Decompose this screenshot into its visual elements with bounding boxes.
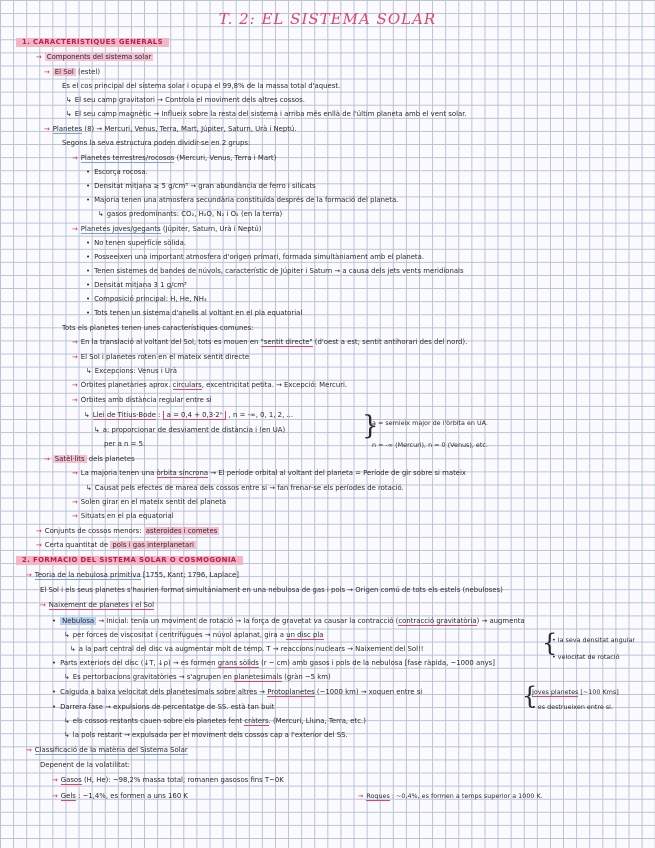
note-line-n3 — [552, 636, 635, 645]
note-line-l25 — [72, 381, 649, 390]
note-line-n7 — [358, 792, 543, 801]
note-text: El Sol i els seus planetes s'haurien format simultàniament en una nebulosa de gas i pols → Origen comú de tots els estels (nebuloses) — [40, 586, 503, 594]
note-text: per forces de viscositat i centrífugues → núvol aplanat, gira a — [72, 631, 287, 639]
note-text: Tots tenen un sistema d'anells al voltant en el pla equatorial — [94, 309, 303, 317]
note-line-l24 — [86, 367, 649, 376]
arrow-icon: → — [72, 498, 78, 506]
note-text: a la part central del disc va augmentar molt de temp. T → reaccions nuclears → Naixement del Sol!! — [78, 645, 424, 653]
note-text: (8) → Mercuri, Venus, Terra, Mart, Júpiter, Saturn, Urà i Neptú. — [82, 125, 297, 133]
bullet-icon: • — [86, 239, 91, 247]
note-text: "sentit directe" — [260, 338, 313, 346]
note-text: Situats en el pla equatorial — [80, 512, 174, 520]
note-text: ↳ — [86, 367, 92, 375]
note-text: ↳ — [64, 717, 70, 725]
note-text: Certa quantitat de — [44, 541, 111, 549]
note-line-l48 — [64, 717, 649, 726]
arrow-icon: → — [36, 53, 42, 61]
note-text: contracció gravitatòria — [398, 617, 477, 625]
note-text: 2. FORMACIÓ DEL SISTEMA SOLAR O COSMOGONIA — [16, 556, 243, 565]
note-line-l18 — [86, 281, 649, 290]
note-text: ↳ — [84, 411, 90, 419]
note-line-l49 — [64, 731, 649, 740]
note-text: Escorça rocosa. — [94, 168, 148, 176]
arrow-icon: → — [44, 68, 50, 76]
note-text: • velocitat de rotació — [552, 653, 620, 661]
note-line-l11 — [86, 182, 649, 191]
note-line-l40 — [40, 601, 649, 610]
note-line-l52 — [52, 776, 649, 785]
note-text: • la seva densitat angular — [552, 636, 636, 644]
note-line-l23 — [72, 353, 649, 362]
note-text: Òrbites planetàries aprox. — [80, 381, 173, 389]
note-line-l21 — [62, 324, 649, 333]
note-text: Gasos — [60, 776, 82, 784]
arrow-icon: → — [36, 541, 42, 549]
note-text: a = 0,4 + 0,3·2ⁿ — [163, 411, 227, 420]
note-text: El Sol — [54, 68, 74, 76]
note-line-l10 — [86, 168, 649, 177]
bullet-icon: • — [52, 659, 57, 667]
note-text: La majoria tenen una — [80, 469, 157, 477]
note-text: El seu camp gravitatori → Controla el moviment dels altres cossos. — [74, 96, 305, 104]
note-line-l7 — [44, 125, 649, 134]
arrow-icon: → — [72, 469, 78, 477]
note-line-l6 — [66, 110, 649, 119]
note-text: Satèl·lits — [54, 455, 85, 463]
note-line-l9 — [72, 154, 649, 163]
arrow-icon: → — [72, 154, 78, 162]
note-text: (gràn ~5 km) — [282, 673, 331, 681]
note-line-l39 — [40, 586, 649, 595]
note-text: ↳ — [66, 110, 72, 118]
note-line-n5 — [532, 688, 619, 697]
note-line-l16 — [86, 253, 649, 262]
note-line-l45 — [64, 673, 649, 682]
note-line-l36 — [36, 541, 649, 550]
page-title: T. 2: EL SISTEMA SOLAR — [218, 10, 437, 28]
note-text: òrbita síncrona — [156, 469, 209, 477]
note-text: ) → augmenta — [476, 617, 525, 625]
bullet-icon: • — [86, 295, 91, 303]
note-line-l51 — [40, 761, 649, 770]
note-text: Composició principal: H, He, NH₃ — [94, 295, 207, 303]
note-text: 1. CARACTERÍSTIQUES GENERALS — [16, 38, 169, 47]
note-text: ↳ — [66, 96, 72, 104]
note-text: asteroides i cometes — [145, 527, 218, 535]
note-text: : ~0,4%, es formen a temps superior a 1000 K. — [389, 792, 543, 800]
note-line-l53 — [52, 792, 649, 801]
note-text: [~100 Kms] — [578, 688, 619, 696]
bullet-icon: • — [52, 688, 57, 696]
note-text: Tenen sistemes de bandes de núvols, característic de Júpiter i Saturn → a causa dels jets vents meridionals — [94, 267, 464, 275]
note-text: Naixement de planetes i el Sol — [48, 601, 154, 609]
note-text: ↳ — [64, 731, 70, 739]
arrow-icon: → — [72, 512, 78, 520]
note-text: circulars — [172, 381, 202, 389]
note-line-l17 — [86, 267, 649, 276]
note-text: (Júpiter, Saturn, Urà i Neptú) — [160, 225, 262, 233]
note-text: Conjunts de cossos menors: — [44, 527, 144, 535]
note-text: → Inicial: tenia un moviment de rotació → la força de gravetat va causar la contracció ( — [96, 617, 399, 625]
note-line-l8 — [62, 139, 649, 148]
note-line-l20 — [86, 309, 649, 318]
note-text: Tots els planetes tenen unes característiques comunes: — [62, 324, 254, 332]
note-line-l3 — [44, 68, 649, 77]
note-line-l32 — [86, 484, 649, 493]
note-text: Nebulosa — [62, 617, 95, 625]
note-text: gasos predominants: CO₂, H₂O, N₂ i O₂ (en la terra) — [106, 210, 283, 218]
brace-nebulosa-effects: { — [542, 629, 558, 657]
note-line-l5 — [66, 96, 649, 105]
note-text: Planetes terrestres/rocosos — [80, 154, 175, 162]
note-text: ↳ — [98, 210, 104, 218]
brace-titius-bode: } — [362, 411, 379, 441]
note-line-l26 — [72, 396, 649, 405]
note-text: Planetes joves/gegants — [80, 225, 161, 233]
note-text: Teoria de la nebulosa primitiva — [34, 571, 141, 579]
note-text: → El període orbital al voltant del planeta = Període de gir sobre si mateix — [208, 469, 467, 477]
note-line-l13 — [98, 210, 649, 219]
arrow-icon: → — [72, 381, 78, 389]
note-text: Excepcions: Venus i Urà — [94, 367, 178, 375]
note-text: : ~1,4%, es formen a uns 160 K — [75, 792, 188, 800]
note-text: El seu camp magnètic → Influeix sobre la resta del sistema i arriba més enllà de l'últim planeta amb el vent solar. — [74, 110, 467, 118]
note-text: • es destrueixen entre si. — [532, 703, 613, 711]
note-line-l33 — [72, 498, 649, 507]
note-text: . (Mercuri, Lluna, Terra, etc.) — [268, 717, 366, 725]
note-line-l31 — [72, 469, 649, 478]
note-text: Parts exteriors del disc (↓T, ↓ρ) → es formen — [60, 659, 218, 667]
arrow-icon: → — [26, 746, 32, 754]
note-line-l35 — [36, 527, 649, 536]
note-line-l4 — [62, 82, 649, 91]
note-line-l37 — [16, 556, 649, 565]
note-text: Òrbites amb distància regular entre si — [80, 396, 212, 404]
arrow-icon: → — [358, 792, 364, 800]
note-text: , excentricitat petita. → Excepció: Mercuri. — [201, 381, 348, 389]
note-text: a: proporcionar de desviament de distància i (en UA) — [102, 426, 286, 434]
note-line-l34 — [72, 512, 649, 521]
note-line-l50 — [26, 746, 649, 755]
note-text: ↳ — [86, 484, 92, 492]
note-text: , n = -∞, 0, 1, 2, ... — [226, 411, 294, 419]
brace-protoplanets: { — [522, 682, 538, 710]
note-text: Solen girar en el mateix sentit del planeta — [80, 498, 227, 506]
bullet-icon: • — [86, 168, 91, 176]
bullet-icon: • — [86, 267, 91, 275]
note-text: Classificació de la matèria del Sistema Solar — [34, 746, 188, 754]
note-text: cràters — [244, 717, 269, 725]
note-line-n2 — [372, 441, 488, 450]
note-text: Segons la seva estructura poden dividir-se en 2 grups: — [62, 139, 251, 147]
bullet-icon: • — [86, 253, 91, 261]
note-text: ↳ — [94, 426, 100, 434]
note-text: Majoria tenen una atmosfera secundària constituïda després de la formació del planeta. — [94, 196, 399, 204]
note-text: Es pertorbacions gravitatòries → s'agrupen en — [72, 673, 235, 681]
note-text: : — [155, 411, 163, 419]
arrow-icon: → — [52, 776, 58, 784]
note-text: Depenent de la volatilitat: — [40, 761, 130, 769]
note-text: Densitat mitjana 3 1 g/cm³ — [94, 281, 187, 289]
note-text: planetesimals — [234, 673, 283, 681]
arrow-icon: → — [36, 527, 42, 535]
arrow-icon: → — [40, 601, 46, 609]
note-line-l38 — [26, 571, 649, 580]
note-text: grans sòlids — [217, 659, 259, 667]
note-text: Planetes — [52, 125, 83, 133]
note-text: ↳ — [64, 673, 70, 681]
note-line-l14 — [72, 225, 649, 234]
note-text: ↳ — [70, 645, 76, 653]
note-line-n1 — [372, 419, 488, 428]
note-text: (d'oest a est; sentit antihorari des del nord). — [312, 338, 468, 346]
note-text: Caiguda a baixa velocitat dels planetesimals sobre altres → — [60, 688, 268, 696]
note-text: (~1000 km) → xoquen entre si — [314, 688, 423, 696]
arrow-icon: → — [26, 571, 32, 579]
note-text: (Mercuri, Venus, Terra i Mart) — [174, 154, 277, 162]
note-text: Darrera fase → expulsions de percentatge de SS. està tan buit — [60, 703, 275, 711]
note-text: Causat pels efectes de marea dels cossos entre si → fan frenar-se els períodes de rotació. — [94, 484, 404, 492]
bullet-icon: • — [86, 281, 91, 289]
note-text: El Sol i planetes roten en el mateix sentit directe — [80, 353, 250, 361]
note-line-l19 — [86, 295, 649, 304]
note-text: Gels — [60, 792, 76, 800]
bullet-icon: • — [86, 309, 91, 317]
note-line-n4 — [552, 653, 620, 662]
arrow-icon: → — [72, 396, 78, 404]
arrow-icon: → — [52, 792, 58, 800]
note-text: pols i gas interplanetari — [112, 541, 194, 549]
arrow-icon: → — [72, 225, 78, 233]
note-line-l12 — [86, 196, 649, 205]
note-text: (estel) — [75, 68, 101, 76]
note-text: Posseeixen una important atmosfera d'origen primari, formada simultàniament amb el planeta. — [94, 253, 425, 261]
note-line-l1 — [16, 38, 649, 47]
note-text: Components del sistema solar — [46, 53, 152, 61]
note-text: Roques — [366, 792, 390, 800]
bullet-icon: • — [52, 703, 57, 711]
note-text: Llei de Titius-Bode — [92, 411, 156, 419]
note-text: n = -∞ (Mercuri), n = 0 (Venus), etc. — [372, 441, 488, 449]
note-line-l15 — [86, 239, 649, 248]
note-text: els cossos restants cauen sobre els planetes fent — [72, 717, 245, 725]
note-line-l30 — [44, 455, 649, 464]
arrow-icon: → — [44, 125, 50, 133]
arrow-icon: → — [72, 338, 78, 346]
arrow-icon: → — [72, 353, 78, 361]
note-text: (H, He): ~98,2% massa total; romanen gasosos fins T~0K — [81, 776, 284, 784]
note-text: Densitat mitjana ≥ 5 g/cm³ → gran abundància de ferro i silicats — [94, 182, 316, 190]
note-text: És el cos principal del sistema solar i ocupa el 99,8% de la massa total d'aquest. — [62, 82, 341, 90]
note-text: Protoplanetes — [267, 688, 315, 696]
note-text: (r ~ cm) amb gasos i pols de la nebulosa [fase ràpida, ~1000 anys] — [258, 659, 495, 667]
note-text: No tenen superfície sòlida. — [94, 239, 187, 247]
note-text: per a n = 5. — [104, 440, 146, 448]
note-text: En la translació al voltant del Sol, tots es mouen en — [80, 338, 261, 346]
note-text: la pols restant → expulsada per el moviment dels cossos cap a l'exterior del SS. — [72, 731, 348, 739]
note-line-l22 — [72, 338, 649, 347]
note-text: Joves planetes — [532, 688, 579, 696]
arrow-icon: → — [44, 455, 50, 463]
note-text: [1755, Kant; 1796, Laplace] — [140, 571, 239, 579]
note-line-n6 — [532, 703, 613, 712]
bullet-icon: • — [86, 182, 91, 190]
note-text: a = semieix major de l'òrbita en UA. — [372, 419, 488, 427]
note-text: un disc pla — [286, 631, 324, 639]
bullet-icon: • — [86, 196, 91, 204]
note-line-l2 — [36, 53, 649, 62]
note-text: dels planetes — [86, 455, 135, 463]
note-text: ↳ — [64, 631, 70, 639]
bullet-icon: • — [52, 617, 57, 625]
note-line-l41 — [52, 617, 649, 626]
